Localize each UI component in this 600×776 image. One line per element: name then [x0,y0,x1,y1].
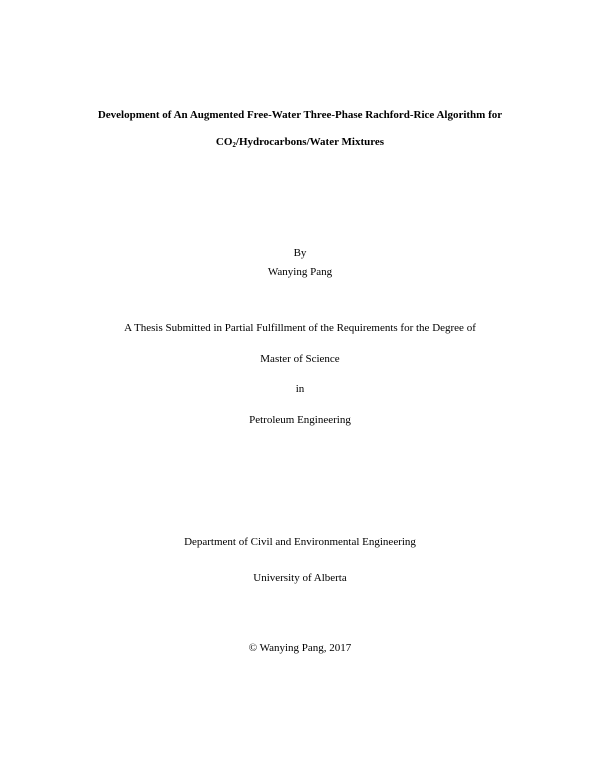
degree-field: Petroleum Engineering [249,414,351,426]
degree-connector: in [295,383,305,395]
thesis-title-line-2 [0,135,600,149]
copyright-notice: © Wanying Pang, 2017 [248,642,352,654]
degree-name: Master of Science [260,353,340,365]
title-subscript: 2 [232,141,236,149]
title-suffix-text: /Hydrocarbons/Water Mixtures [235,136,385,148]
thesis-title-line-1: Development of An Augmented Free-Water Three-Phase Rachford-Rice Algorithm for [97,109,503,121]
submission-statement: A Thesis Submitted in Partial Fulfillment of the Requirements for the Degree of [124,322,476,334]
department-name: Department of Civil and Environmental Engineering [184,536,416,548]
university-name: University of Alberta [253,572,347,584]
author-name: Wanying Pang [267,266,333,278]
title-co-text: CO [215,136,233,148]
by-label: By [293,247,307,259]
